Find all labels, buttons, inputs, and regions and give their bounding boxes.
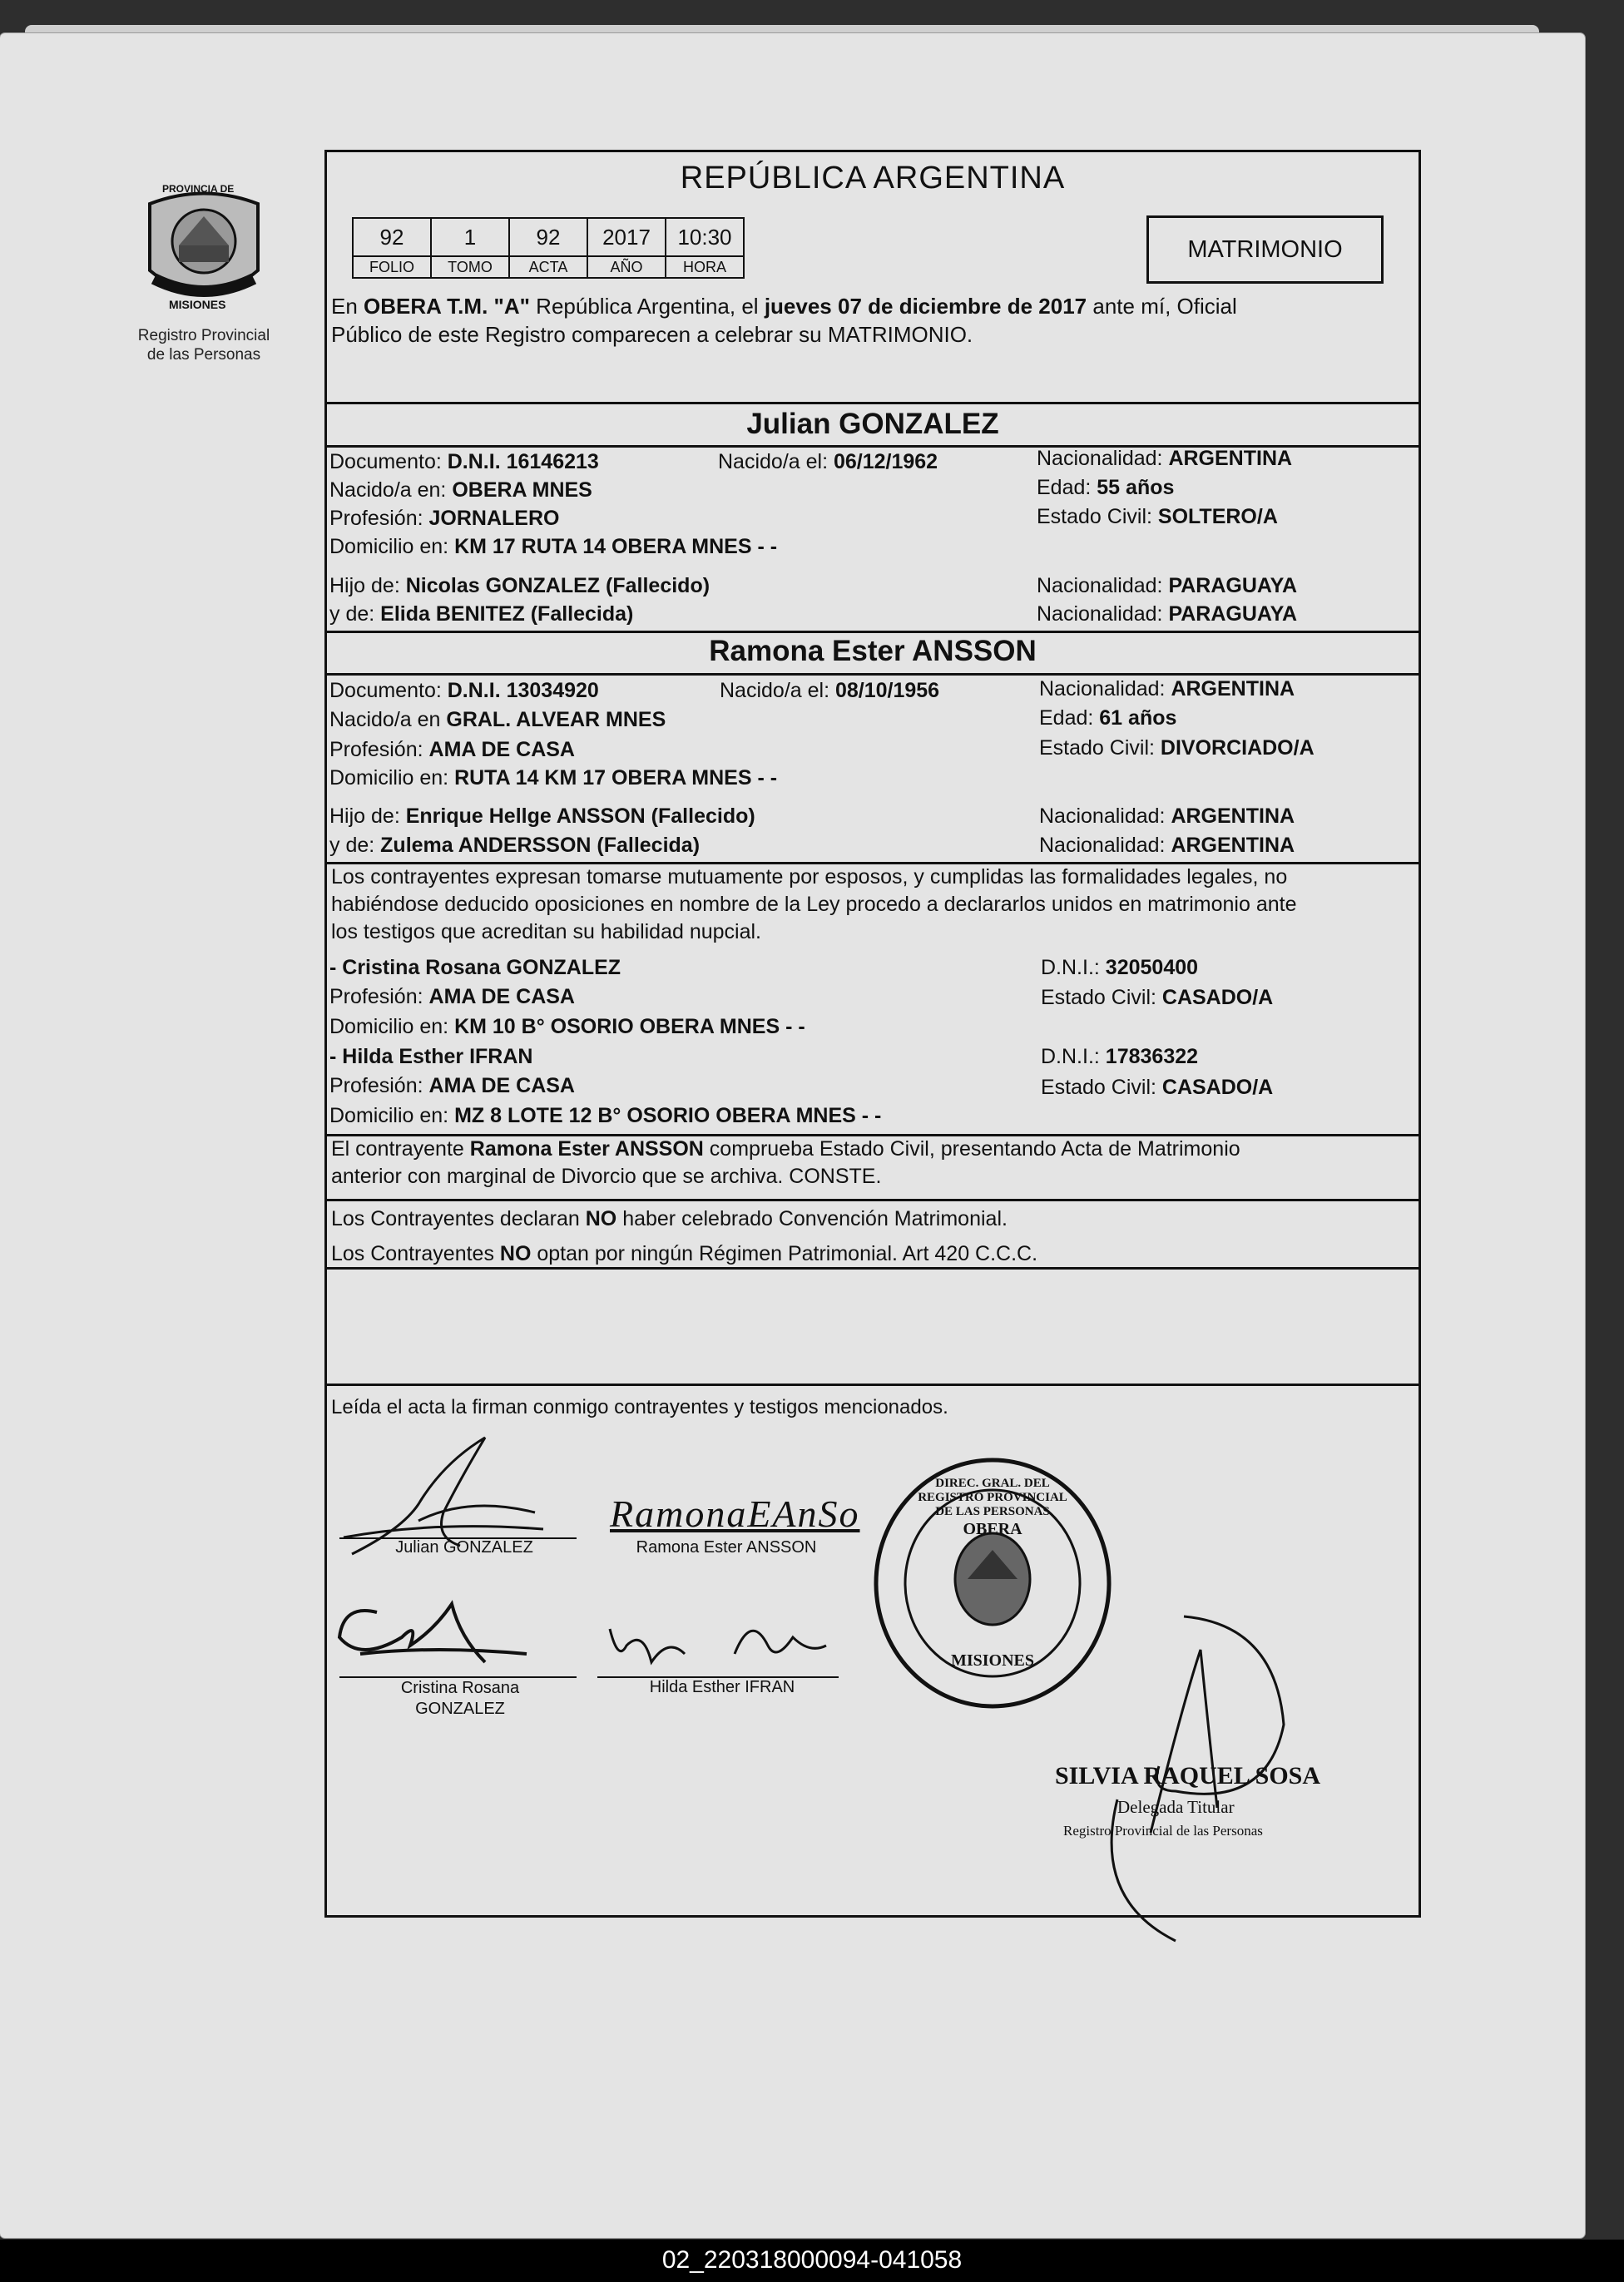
field-value: D.N.I. 16146213	[447, 450, 599, 473]
certificate-type-box: MATRIMONIO	[1146, 215, 1384, 284]
field-value: RUTA 14 KM 17 OBERA MNES - -	[454, 766, 778, 790]
note-text-1: El contrayente	[331, 1137, 470, 1161]
spouse1-madre-nacionalidad	[1037, 602, 1297, 626]
closing-text: Leída el acta la firman conmigo contrayentes y testigos mencionados.	[331, 1396, 948, 1418]
field-label: D.N.I.:	[1041, 956, 1106, 979]
divider	[327, 402, 1419, 404]
spouse2-padre-nacionalidad	[1039, 804, 1295, 829]
field-label: Profesión:	[329, 985, 429, 1008]
signature-3-label-line2: GONZALEZ	[415, 1700, 505, 1718]
spouse1-nacido-en	[329, 478, 592, 502]
field-label: Nacido/a en	[329, 708, 447, 731]
note-text-2: comprueba Estado Civil, presentando Acta de Matrimonio	[703, 1137, 1240, 1161]
spouse1-nacido-el	[718, 450, 938, 474]
field-label: Nacido/a en:	[329, 478, 453, 502]
field-label: Domicilio en:	[329, 1104, 455, 1127]
field-value: KM 10 B° OSORIO OBERA MNES - -	[454, 1015, 805, 1038]
note-name: Ramona Ester ANSSON	[469, 1137, 704, 1161]
signature-4-scribble	[593, 1604, 843, 1679]
field-label: Estado Civil:	[1037, 505, 1158, 528]
witness1-estado-civil	[1041, 986, 1273, 1010]
field-value: OBERA MNES	[452, 478, 592, 502]
field-label: Estado Civil:	[1041, 986, 1162, 1009]
intro-paragraph	[331, 292, 1413, 349]
field-value: ARGENTINA	[1168, 447, 1293, 470]
spouse2-estado-civil	[1039, 736, 1315, 760]
regime-text: Los Contrayentes declaran	[331, 1207, 586, 1230]
signature-3-label-line1: Cristina Rosana	[400, 1679, 520, 1697]
official-office: Registro Provincial de las Personas	[1063, 1823, 1263, 1839]
witness2-name	[329, 1045, 532, 1069]
folio-label: FOLIO	[353, 256, 431, 278]
folio-value: 92	[353, 218, 431, 256]
field-value: ARGENTINA	[1171, 804, 1295, 828]
spouse1-estado-civil	[1037, 505, 1278, 529]
field-value: Enrique Hellge ANSSON (Fallecido)	[405, 804, 755, 828]
page-title: REPÚBLICA ARGENTINA	[680, 161, 1066, 196]
regime-text: haber celebrado Convención Matrimonial.	[616, 1207, 1008, 1230]
stamp-ring-text: DIREC. GRAL. DEL REGISTRO PROVINCIAL DE LAS PERSONAS	[918, 1477, 1067, 1518]
signature-4-label: Hilda Esther IFRAN	[649, 1678, 795, 1696]
field-value: - Cristina Rosana GONZALEZ	[329, 956, 621, 979]
field-value: AMA DE CASA	[428, 985, 575, 1008]
divider	[327, 631, 1419, 633]
witness2-domicilio	[329, 1104, 881, 1128]
witness1-dni	[1041, 956, 1198, 980]
declaration-line1: Los contrayentes expresan tomarse mutuamente por esposos, y cumplidas las formalidades legales, no	[331, 865, 1288, 889]
field-label: Nacionalidad:	[1037, 602, 1169, 626]
field-label: Nacido/a el:	[718, 450, 834, 473]
regime-text: Los Contrayentes	[331, 1242, 500, 1265]
logo-caption-line2: de las Personas	[146, 346, 261, 364]
spouse1-name: Julian GONZALEZ	[746, 408, 999, 440]
intro-place: OBERA T.M. "A"	[364, 294, 530, 319]
stamp-inner-top: OBERA	[963, 1520, 1022, 1538]
regime-paragraph	[331, 1201, 1413, 1271]
divider	[327, 673, 1419, 676]
field-value: ARGENTINA	[1171, 834, 1295, 857]
record-meta-table	[352, 217, 745, 279]
witness2-estado-civil	[1041, 1076, 1273, 1100]
field-value: 32050400	[1105, 956, 1199, 979]
witness2-profesion	[329, 1074, 575, 1098]
anio-value: 2017	[587, 218, 666, 256]
field-label: Nacionalidad:	[1037, 447, 1169, 470]
field-value: PARAGUAYA	[1168, 602, 1298, 626]
field-value: 61 años	[1099, 706, 1177, 730]
field-value: CASADO/A	[1161, 986, 1274, 1009]
official-name: SILVIA RAQUEL SOSA	[1055, 1762, 1321, 1789]
signature-3-label	[344, 1678, 577, 1720]
field-label: Profesión:	[329, 507, 429, 530]
logo-caption-line1: Registro Provincial	[137, 327, 270, 344]
witness2-dni	[1041, 1045, 1198, 1069]
field-label: Estado Civil:	[1039, 736, 1161, 760]
field-label: Estado Civil:	[1041, 1076, 1162, 1099]
spouse1-profesion	[329, 507, 559, 531]
declaration-line3: los testigos que acreditan su habilidad nupcial.	[331, 920, 762, 943]
field-label: Edad:	[1037, 476, 1097, 499]
field-value: 17836322	[1105, 1045, 1199, 1068]
field-label: Domicilio en:	[329, 535, 455, 558]
field-value: Elida BENITEZ (Fallecida)	[380, 602, 634, 626]
tomo-value: 1	[431, 218, 509, 256]
intro-text-3: ante mí, Oficial	[1087, 294, 1237, 319]
tomo-label: TOMO	[431, 256, 509, 278]
spouse1-documento	[329, 450, 599, 474]
spouse2-padre	[329, 804, 755, 829]
field-value: GRAL. ALVEAR MNES	[446, 708, 666, 731]
regime-text: optan por ningún Régimen Patrimonial. Art 420 C.C.C.	[531, 1242, 1038, 1265]
note-line2: anterior con marginal de Divorcio que se archiva. CONSTE.	[331, 1165, 882, 1188]
spouse1-domicilio	[329, 535, 777, 559]
marriage-certificate-form	[324, 150, 1421, 1918]
field-label: Nacionalidad:	[1039, 804, 1171, 828]
regime-no: NO	[585, 1207, 617, 1230]
intro-date: jueves 07 de diciembre de 2017	[764, 294, 1087, 319]
hora-value: 10:30	[666, 218, 744, 256]
signature-1-label: Julian GONZALEZ	[395, 1538, 533, 1557]
field-label: y de:	[329, 602, 381, 626]
acta-value: 92	[509, 218, 587, 256]
hora-label: HORA	[666, 256, 744, 278]
spouse2-profesion	[329, 738, 575, 762]
declaration-paragraph	[331, 864, 1413, 946]
field-value: ARGENTINA	[1171, 677, 1295, 700]
field-label: Hijo de:	[329, 804, 406, 828]
civil-status-note	[331, 1136, 1413, 1191]
field-value: 55 años	[1097, 476, 1175, 499]
field-label: Nacido/a el:	[720, 679, 835, 702]
field-value: PARAGUAYA	[1168, 574, 1298, 597]
acta-label: ACTA	[509, 256, 587, 278]
field-label: y de:	[329, 834, 381, 857]
field-value: Zulema ANDERSSON (Fallecida)	[380, 834, 701, 857]
field-value: - Hilda Esther IFRAN	[329, 1045, 533, 1068]
spouse2-madre	[329, 834, 700, 858]
field-value: 08/10/1956	[834, 679, 940, 702]
field-value: AMA DE CASA	[428, 1074, 575, 1097]
seal-top-text: PROVINCIA DE	[162, 183, 235, 195]
spouse2-nacionalidad	[1039, 677, 1295, 701]
field-label: Profesión:	[329, 1074, 429, 1097]
logo-caption	[108, 326, 300, 364]
spouse1-nacionalidad	[1037, 447, 1292, 471]
witness1-profesion	[329, 985, 575, 1009]
field-value: SOLTERO/A	[1157, 505, 1278, 528]
field-label: Documento:	[329, 450, 448, 473]
document-page	[0, 33, 1585, 2238]
spouse2-name: Ramona Ester ANSSON	[709, 635, 1037, 667]
field-label: Hijo de:	[329, 574, 406, 597]
field-value: MZ 8 LOTE 12 B° OSORIO OBERA MNES - -	[454, 1104, 882, 1127]
spouse1-padre-nacionalidad	[1037, 574, 1297, 598]
field-label: Domicilio en:	[329, 766, 455, 790]
spouse1-madre	[329, 602, 633, 626]
field-label: Edad:	[1039, 706, 1100, 730]
seal-bottom-text: MISIONES	[169, 298, 226, 311]
stamp-inner-bottom: MISIONES	[950, 1651, 1035, 1670]
witness1-domicilio	[329, 1015, 805, 1039]
field-value: Nicolas GONZALEZ (Fallecido)	[405, 574, 710, 597]
intro-text-2: República Argentina, el	[529, 294, 765, 319]
field-label: Profesión:	[329, 738, 429, 761]
signature-2-handwritten: RamonaEAnSo	[610, 1492, 860, 1535]
field-value: KM 17 RUTA 14 OBERA MNES - -	[454, 535, 778, 558]
field-label: Documento:	[329, 679, 448, 702]
field-value: D.N.I. 13034920	[447, 679, 599, 702]
intro-text-1: En	[331, 294, 364, 319]
declaration-line2: habiéndose deducido oposiciones en nombre de la Ley procedo a declararlos unidos en matrimonio ante	[331, 893, 1297, 916]
spouse2-edad	[1039, 706, 1176, 730]
field-label: Domicilio en:	[329, 1015, 455, 1038]
field-value: CASADO/A	[1161, 1076, 1274, 1099]
regime-no: NO	[499, 1242, 532, 1265]
document-id-footer: 02_220318000094-041058	[661, 2246, 963, 2274]
anio-label: AÑO	[587, 256, 666, 278]
field-label: D.N.I.:	[1041, 1045, 1106, 1068]
field-value: AMA DE CASA	[428, 738, 575, 761]
divider	[327, 1384, 1419, 1386]
spouse1-padre	[329, 574, 710, 598]
field-label: Nacionalidad:	[1039, 834, 1171, 857]
field-label: Nacionalidad:	[1039, 677, 1171, 700]
spouse2-nacido-en	[329, 708, 666, 732]
spouse2-nacido-el	[720, 679, 939, 703]
spouse2-madre-nacionalidad	[1039, 834, 1295, 858]
signature-3-scribble	[327, 1587, 535, 1679]
spouse2-domicilio	[329, 766, 777, 790]
field-label: Nacionalidad:	[1037, 574, 1169, 597]
spouse1-edad	[1037, 476, 1174, 500]
field-value: 06/12/1962	[833, 450, 938, 473]
witness1-name	[329, 956, 621, 980]
official-title: Delegada Titular	[1117, 1797, 1235, 1817]
field-value: JORNALERO	[428, 507, 560, 530]
spouse2-documento	[329, 679, 599, 703]
divider	[327, 1267, 1419, 1270]
field-value: DIVORCIADO/A	[1160, 736, 1315, 760]
intro-text-line2: Público de este Registro comparecen a celebrar su MATRIMONIO.	[331, 322, 973, 347]
signature-2-label: Ramona Ester ANSSON	[636, 1538, 817, 1557]
